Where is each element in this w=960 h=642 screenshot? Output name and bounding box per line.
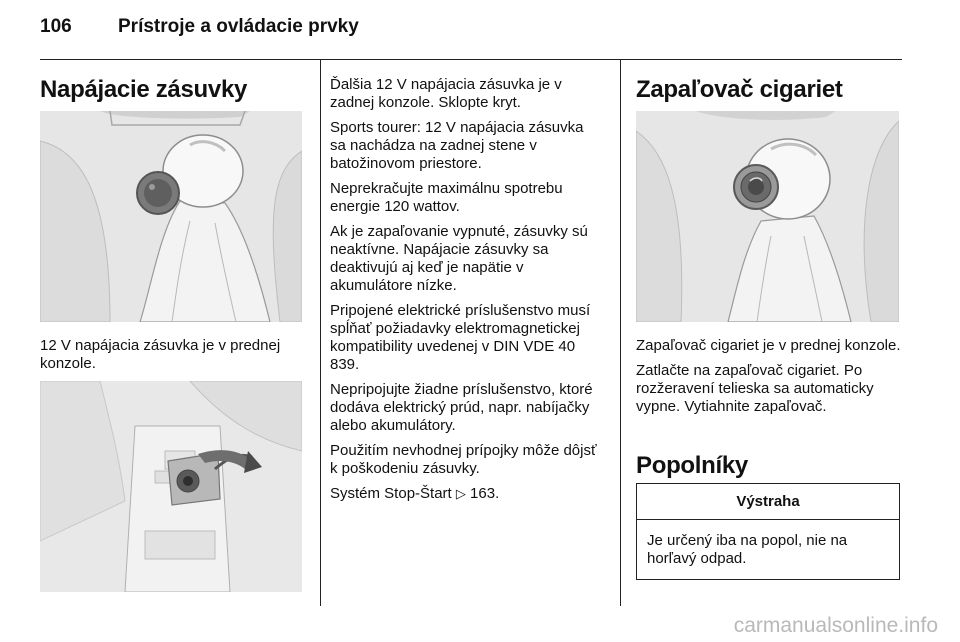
rear-outlet-illustration [40,381,302,592]
paragraph-sports-tourer: Sports tourer: 12 V napájacia zásuvka sa nachádza na zadnej stene v batožinovom priestore. [330,119,584,172]
paragraph-lighter-usage: Zatlačte na zapaľovač cigariet. Po rozžeravení telieska sa automaticky vypne. Vytiahnite zapaľovač. [636,362,874,415]
header-divider [40,59,902,60]
page-number: 106 [40,16,72,37]
column-divider-1 [320,60,321,606]
warning-title: Výstraha [637,484,899,520]
figure-front-outlet [40,111,302,322]
column-divider-2 [620,60,621,606]
heading-ashtrays: Popolníky [636,452,748,479]
section-title: Prístroje a ovládacie prvky [118,16,359,37]
page-header [40,16,359,38]
front-outlet-illustration [40,111,302,322]
paragraph-rear-outlet: Ďalšia 12 V napájacia zásuvka je v zadnej konzole. Sklopte kryt. [330,76,562,111]
figure-rear-outlet [40,381,302,592]
heading-cigarette-lighter: Zapaľovač cigariet [636,76,843,103]
paragraph-emc: Pripojené elektrické príslušenstvo musí spĺňať požiadavky elektromagnetickej kompatibility uvedenej v DIN VDE 40 839. [330,302,591,373]
paragraph-stop-start-ref [330,485,600,503]
paragraph-max-power: Neprekračujte maximálnu spotrebu energie 120 wattov. [330,180,563,215]
paragraph-no-chargers: Nepripojujte žiadne príslušenstvo, ktoré dodáva elektrický prúd, napr. nabíjačky alebo akumulátory. [330,381,593,434]
paragraph-damage: Použitím nevhodnej prípojky môže dôjsť k poškodeniu zásuvky. [330,442,597,477]
warning-text: Je určený iba na popol, nie na horľavý odpad. [647,532,848,567]
cigarette-lighter-illustration [636,111,899,322]
figure-cigarette-lighter [636,111,899,322]
caption-front-outlet: 12 V napájacia zásuvka je v prednej konzole. [40,337,281,372]
paragraph-ignition-off: Ak je zapaľovanie vypnuté, zásuvky sú neaktívne. Napájacie zásuvky sa deaktivujú aj keď je napätie v akumulátore nízke. [330,223,588,294]
heading-power-outlets: Napájacie zásuvky [40,76,248,103]
reference-page: 163. [465,485,500,502]
page-reference-arrow-icon: ▷ [455,486,466,501]
reference-text: Systém Stop-Štart [330,485,456,502]
warning-box [636,483,900,580]
paragraph-lighter-location: Zapaľovač cigariet je v prednej konzole. [636,337,901,354]
watermark: carmanualsonline.info [733,614,938,637]
